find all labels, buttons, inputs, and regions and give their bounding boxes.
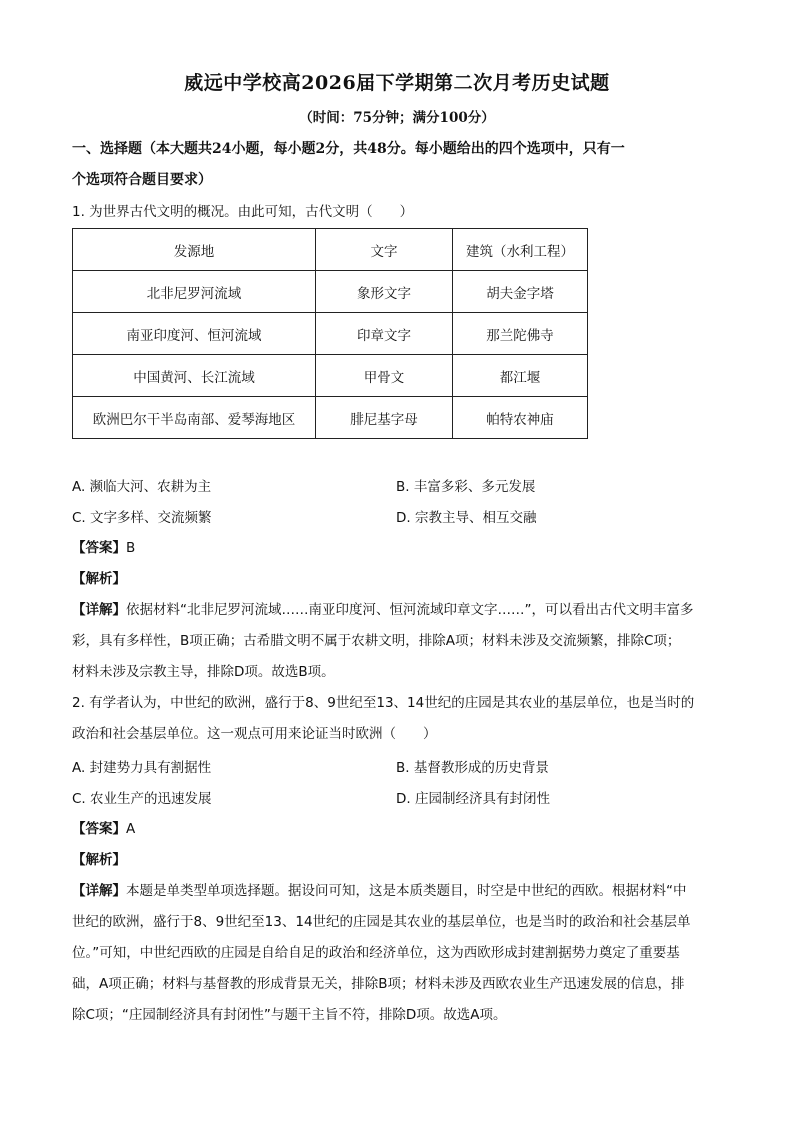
q1-answer [72,533,724,564]
q2-answer [72,814,724,845]
table-cell: 印章文字 [316,313,453,355]
q2-option-b: B. 基督教形成的历史背景 [396,760,549,776]
table-cell: 象形文字 [316,271,453,313]
table-cell: 腓尼基字母 [316,397,453,439]
q1-detail-line1 [72,595,724,626]
table-cell: 那兰陀佛寺 [453,313,588,355]
q1-detail-line2: 彩，具有多样性，B项正确；古希腊文明不属于农耕文明，排除A项；材料未涉及交流频繁，排除C项； [72,633,681,649]
answer-tag: 【答案】 [72,540,126,556]
q1-detail-line3: 材料未涉及宗教主导，排除D项。故选B项。 [72,664,335,680]
q2-option-d: D. 庄园制经济具有封闭性 [396,791,550,807]
q2-option-a: A. 封建势力具有割据性 [72,760,212,776]
table-header-cell: 建筑（水利工程） [453,229,588,271]
civilization-table [72,228,588,439]
q2-detail-line3: 位。”可知，中世纪西欧的庄园是自给自足的政治和经济单位，这为西欧形成封建割据势力奠定了重要基 [72,945,680,961]
table-cell: 中国黄河、长江流域 [73,355,316,397]
table-row [73,271,588,313]
q2-detail-line5: 除C项；“庄园制经济具有封闭性”与题干主旨不符，排除D项。故选A项。 [72,1007,507,1023]
table-row [73,397,588,439]
q1-option-a: A. 濒临大河、农耕为主 [72,479,212,495]
detail-text: 依据材料“北非尼罗河流域……南亚印度河、恒河流域印章文字……”，可以看出古代文明丰富多 [126,602,694,618]
answer-tag: 【答案】 [72,821,126,837]
table-header-row [73,229,588,271]
table-cell: 帕特农神庙 [453,397,588,439]
detail-text: 本题是单类型单项选择题。据设问可知，这是本质类题目，时空是中世纪的西欧。根据材料“中 [126,883,687,899]
q1-analysis-tag: 【解析】 [72,571,126,587]
q2-option-c: C. 农业生产的迅速发展 [72,791,212,807]
table-cell: 甲骨文 [316,355,453,397]
q2-stem-line1: 2. 有学者认为，中世纪的欧洲，盛行于8、9世纪至13、14世纪的庄园是其农业的基层单位，也是当时的 [72,695,695,711]
detail-tag: 【详解】 [72,883,126,899]
q2-detail-line2: 世纪的欧洲，盛行于8、9世纪至13、14世纪的庄园是其农业的基层单位，也是当时的政治和社会基层单 [72,914,691,930]
detail-tag: 【详解】 [72,602,126,618]
table-header-cell: 文字 [316,229,453,271]
table-row [73,355,588,397]
table-row [73,313,588,355]
q1-option-d: D. 宗教主导、相互交融 [396,510,537,526]
table-cell: 北非尼罗河流域 [73,271,316,313]
page-title: 威远中学校高2026届下学期第二次月考历史试题 [184,72,610,94]
page-subtitle: （时间：75分钟；满分100分） [299,110,495,126]
q2-stem-line2: 政治和社会基层单位。这一观点可用来论证当时欧洲（ ） [72,726,437,742]
section-heading-line1: 一、选择题（本大题共24小题，每小题2分，共48分。每小题给出的四个选项中，只有一 [72,141,625,157]
section-heading-line2: 个选项符合题目要求） [72,172,212,188]
table-cell: 南亚印度河、恒河流域 [73,313,316,355]
table-cell: 都江堰 [453,355,588,397]
q1-stem: 1. 为世界古代文明的概况。由此可知，古代文明（ ） [72,204,414,220]
q2-detail-line1 [72,876,724,907]
q1-option-c: C. 文字多样、交流频繁 [72,510,212,526]
table-header-cell: 发源地 [73,229,316,271]
q2-analysis-tag: 【解析】 [72,852,126,868]
q1-option-b: B. 丰富多彩、多元发展 [396,479,536,495]
answer-value: B [126,540,136,556]
answer-value: A [126,821,136,837]
table-cell: 欧洲巴尔干半岛南部、爱琴海地区 [73,397,316,439]
q2-detail-line4: 础，A项正确；材料与基督教的形成背景无关，排除B项；材料未涉及西欧农业生产迅速发展的信息，排 [72,976,685,992]
table-cell: 胡夫金字塔 [453,271,588,313]
